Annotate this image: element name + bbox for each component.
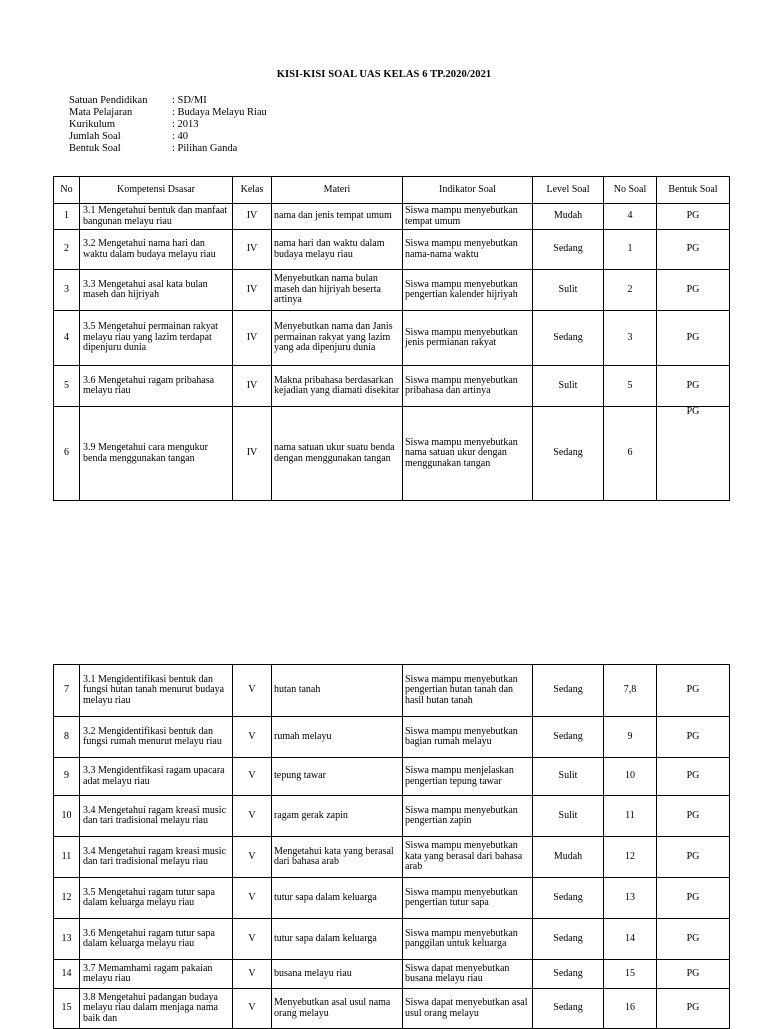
materi-cell: Menyebutkan nama bulan maseh dan hijriyah beserta artinya: [272, 270, 403, 311]
row-number-cell: 13: [54, 919, 80, 960]
table-row: [54, 366, 730, 407]
row-number-cell: 12: [54, 878, 80, 919]
indikator-soal-cell: Siswa mampu menyebutkan nama-nama waktu: [403, 230, 533, 270]
kelas-cell: V: [233, 796, 272, 837]
level-soal-cell: Mudah: [533, 204, 604, 230]
header-kompetensi: Kompetensi Dsasar: [80, 177, 233, 204]
row-number-cell: 1: [54, 204, 80, 230]
info-label: Kurikulum: [69, 119, 116, 130]
bentuk-soal-cell: PG: [657, 407, 730, 501]
level-soal-cell: Sulit: [533, 796, 604, 837]
kompetensi-dasar-cell: 3.3 Mengetahui asal kata bulan maseh dan hijriyah: [80, 270, 233, 311]
kelas-cell: V: [233, 758, 272, 796]
nomor-soal-cell: 7,8: [604, 665, 657, 717]
row-number-cell: 5: [54, 366, 80, 407]
bentuk-soal-cell: PG: [657, 919, 730, 960]
kelas-cell: V: [233, 919, 272, 960]
nomor-soal-cell: 6: [604, 407, 657, 501]
level-soal-cell: Sulit: [533, 366, 604, 407]
kompetensi-dasar-cell: 3.8 Mengetahui padangan budaya melayu riau dalam menjaga nama baik dan: [80, 989, 233, 1029]
row-number-cell: 11: [54, 837, 80, 878]
kelas-cell: IV: [233, 230, 272, 270]
kompetensi-dasar-cell: 3.5 Mengetahui permainan rakyat melayu riau yang lazim terdapat dipenjuru dunia: [80, 311, 233, 366]
header-level: Level Soal: [533, 177, 604, 204]
info-label: Mata Pelajaran: [69, 107, 133, 118]
header-kelas: Kelas: [233, 177, 272, 204]
materi-cell: tutur sapa dalam keluarga: [272, 919, 403, 960]
table-row: [54, 270, 730, 311]
materi-cell: Menyebutkan asal usul nama orang melayu: [272, 989, 403, 1029]
bentuk-soal-cell: PG: [657, 878, 730, 919]
kompetensi-dasar-cell: 3.4 Mengetahui ragam kreasi music dan tari tradisional melayu riau: [80, 837, 233, 878]
level-soal-cell: Sulit: [533, 270, 604, 311]
kompetensi-dasar-cell: 3.3 Mengidentfikasi ragam upacara adat melayu riau: [80, 758, 233, 796]
document-title: KISI-KISI SOAL UAS KELAS 6 TP.2020/2021: [276, 69, 492, 80]
info-row-jumlah: [69, 131, 267, 143]
header-no: No: [54, 177, 80, 204]
info-value: : 40: [172, 131, 189, 142]
kisi-kisi-table-2: [53, 664, 730, 1029]
table-row: [54, 665, 730, 717]
info-value: : Budaya Melayu Riau: [172, 107, 267, 118]
header-no-soal: No Soal: [604, 177, 657, 204]
indikator-soal-cell: Siswa dapat menyebutkan busana melayu riau: [403, 960, 533, 989]
info-row-bentuk: [69, 143, 267, 155]
indikator-soal-cell: Siswa mampu menyebutkan pengertian kalender hijriyah: [403, 270, 533, 311]
materi-cell: ragam gerak zapin: [272, 796, 403, 837]
kelas-cell: IV: [233, 204, 272, 230]
info-value: : SD/MI: [172, 95, 207, 106]
kompetensi-dasar-cell: 3.7 Memamhami ragam pakaian melayu riau: [80, 960, 233, 989]
materi-cell: hutan tanah: [272, 665, 403, 717]
materi-cell: Menyebutkan nama dan Janis permainan rakyat yang lazim yang ada dipenjuru dunia: [272, 311, 403, 366]
kompetensi-dasar-cell: 3.4 Mengetahui ragam kreasi music dan tari tradisional melayu riau: [80, 796, 233, 837]
level-soal-cell: Sedang: [533, 230, 604, 270]
bentuk-soal-cell: PG: [657, 837, 730, 878]
bentuk-soal-cell: PG: [657, 989, 730, 1029]
level-soal-cell: Sulit: [533, 758, 604, 796]
row-number-cell: 2: [54, 230, 80, 270]
kisi-kisi-table-1: [53, 176, 730, 501]
table-row: [54, 758, 730, 796]
info-row-mapel: [69, 107, 267, 119]
kelas-cell: IV: [233, 407, 272, 501]
nomor-soal-cell: 12: [604, 837, 657, 878]
table-row: [54, 960, 730, 989]
indikator-soal-cell: Siswa mampu menyebutkan pribahasa dan artinya: [403, 366, 533, 407]
row-number-cell: 15: [54, 989, 80, 1029]
kelas-cell: IV: [233, 366, 272, 407]
row-number-cell: 10: [54, 796, 80, 837]
bentuk-soal-cell: PG: [657, 366, 730, 407]
row-number-cell: 8: [54, 717, 80, 758]
indikator-soal-cell: Siswa mampu menyebutkan tempat umum: [403, 204, 533, 230]
materi-cell: Makna pribahasa berdasarkan kejadian yang diamati disekitar: [272, 366, 403, 407]
table-row: [54, 837, 730, 878]
indikator-soal-cell: Siswa mampu menyebutkan pengertian zapin: [403, 796, 533, 837]
bentuk-soal-cell: PG: [657, 204, 730, 230]
nomor-soal-cell: 15: [604, 960, 657, 989]
kelas-cell: V: [233, 665, 272, 717]
table-1-body: [54, 204, 730, 501]
kompetensi-dasar-cell: 3.6 Mengetahui ragam pribahasa melayu riau: [80, 366, 233, 407]
bentuk-soal-cell: PG: [657, 311, 730, 366]
nomor-soal-cell: 14: [604, 919, 657, 960]
kelas-cell: V: [233, 717, 272, 758]
level-soal-cell: Sedang: [533, 717, 604, 758]
row-number-cell: 14: [54, 960, 80, 989]
table-header-row: [54, 177, 730, 204]
materi-cell: rumah melayu: [272, 717, 403, 758]
materi-cell: tepung tawar: [272, 758, 403, 796]
bentuk-soal-cell: PG: [657, 230, 730, 270]
level-soal-cell: Sedang: [533, 989, 604, 1029]
table-2-body: [54, 665, 730, 1029]
row-number-cell: 7: [54, 665, 80, 717]
bentuk-soal-cell: PG: [657, 717, 730, 758]
indikator-soal-cell: Siswa mampu menyebutkan kata yang berasal dari bahasa arab: [403, 837, 533, 878]
materi-cell: busana melayu riau: [272, 960, 403, 989]
kelas-cell: IV: [233, 311, 272, 366]
header-indikator: Indikator Soal: [403, 177, 533, 204]
kelas-cell: V: [233, 878, 272, 919]
kompetensi-dasar-cell: 3.2 Mengidentifikasi bentuk dan fungsi rumah menurut melayu riau: [80, 717, 233, 758]
kompetensi-dasar-cell: 3.6 Mengetahui ragam tutur sapa dalam keluarga melayu riau: [80, 919, 233, 960]
indikator-soal-cell: Siswa mampu menjelaskan pengertian tepung tawar: [403, 758, 533, 796]
row-number-cell: 6: [54, 407, 80, 501]
kompetensi-dasar-cell: 3.5 Mengetahui ragam tutur sapa dalam keluarga melayu riau: [80, 878, 233, 919]
indikator-soal-cell: Siswa mampu menyebutkan bagian rumah melayu: [403, 717, 533, 758]
materi-cell: nama dan jenis tempat umum: [272, 204, 403, 230]
indikator-soal-cell: Siswa mampu menyebutkan jenis permianan rakyat: [403, 311, 533, 366]
level-soal-cell: Mudah: [533, 837, 604, 878]
nomor-soal-cell: 9: [604, 717, 657, 758]
nomor-soal-cell: 11: [604, 796, 657, 837]
info-value: : Pilihan Ganda: [172, 143, 238, 154]
materi-cell: tutur sapa dalam keluarga: [272, 878, 403, 919]
table-row: [54, 407, 730, 501]
bentuk-soal-cell: PG: [657, 960, 730, 989]
row-number-cell: 4: [54, 311, 80, 366]
indikator-soal-cell: Siswa mampu menyebutkan nama satuan ukur dengan menggunakan tangan: [403, 407, 533, 501]
bentuk-soal-cell: PG: [657, 796, 730, 837]
row-number-cell: 3: [54, 270, 80, 311]
table-row: [54, 919, 730, 960]
info-row-satuan: [69, 95, 267, 107]
kelas-cell: IV: [233, 270, 272, 311]
table-row: [54, 717, 730, 758]
level-soal-cell: Sedang: [533, 919, 604, 960]
bentuk-soal-cell: PG: [657, 270, 730, 311]
nomor-soal-cell: 10: [604, 758, 657, 796]
info-label: Satuan Pendidikan: [69, 95, 148, 106]
table-row: [54, 878, 730, 919]
info-value: : 2013: [172, 119, 199, 130]
bentuk-soal-cell: PG: [657, 758, 730, 796]
level-soal-cell: Sedang: [533, 665, 604, 717]
materi-cell: nama satuan ukur suatu benda dengan menggunakan tangan: [272, 407, 403, 501]
nomor-soal-cell: 2: [604, 270, 657, 311]
level-soal-cell: Sedang: [533, 960, 604, 989]
kelas-cell: V: [233, 989, 272, 1029]
info-label: Bentuk Soal: [69, 143, 121, 154]
table-row: [54, 796, 730, 837]
header-bentuk: Bentuk Soal: [657, 177, 730, 204]
bentuk-soal-cell: PG: [657, 665, 730, 717]
document-info: [69, 95, 267, 155]
table-row: [54, 311, 730, 366]
info-row-kurikulum: [69, 119, 267, 131]
indikator-soal-cell: Siswa mampu menyebutkan panggilan untuk keluarga: [403, 919, 533, 960]
table-row: [54, 989, 730, 1029]
indikator-soal-cell: Siswa mampu menyebutkan pengertian hutan tanah dan hasil hutan tanah: [403, 665, 533, 717]
materi-cell: nama hari dan waktu dalam budaya melayu riau: [272, 230, 403, 270]
nomor-soal-cell: 5: [604, 366, 657, 407]
header-materi: Materi: [272, 177, 403, 204]
level-soal-cell: Sedang: [533, 407, 604, 501]
table-row: [54, 230, 730, 270]
indikator-soal-cell: Siswa mampu menyebutkan pengertian tutur sapa: [403, 878, 533, 919]
kompetensi-dasar-cell: 3.1 Mengidentifikasi bentuk dan fungsi hutan tanah menurut budaya melayu riau: [80, 665, 233, 717]
nomor-soal-cell: 13: [604, 878, 657, 919]
kompetensi-dasar-cell: 3.9 Mengetahui cara mengukur benda menggunakan tangan: [80, 407, 233, 501]
materi-cell: Mengetahui kata yang berasal dari bahasa arab: [272, 837, 403, 878]
row-number-cell: 9: [54, 758, 80, 796]
level-soal-cell: Sedang: [533, 878, 604, 919]
table-row: [54, 204, 730, 230]
nomor-soal-cell: 4: [604, 204, 657, 230]
level-soal-cell: Sedang: [533, 311, 604, 366]
nomor-soal-cell: 16: [604, 989, 657, 1029]
nomor-soal-cell: 3: [604, 311, 657, 366]
indikator-soal-cell: Siswa dapat menyebutkan asal usul orang melayu: [403, 989, 533, 1029]
kompetensi-dasar-cell: 3.1 Mengetahui bentuk dan manfaat bangunan melayu riau: [80, 204, 233, 230]
info-label: Jumlah Soal: [69, 131, 121, 142]
kelas-cell: V: [233, 960, 272, 989]
nomor-soal-cell: 1: [604, 230, 657, 270]
kompetensi-dasar-cell: 3.2 Mengetahui nama hari dan waktu dalam budaya melayu riau: [80, 230, 233, 270]
kelas-cell: V: [233, 837, 272, 878]
